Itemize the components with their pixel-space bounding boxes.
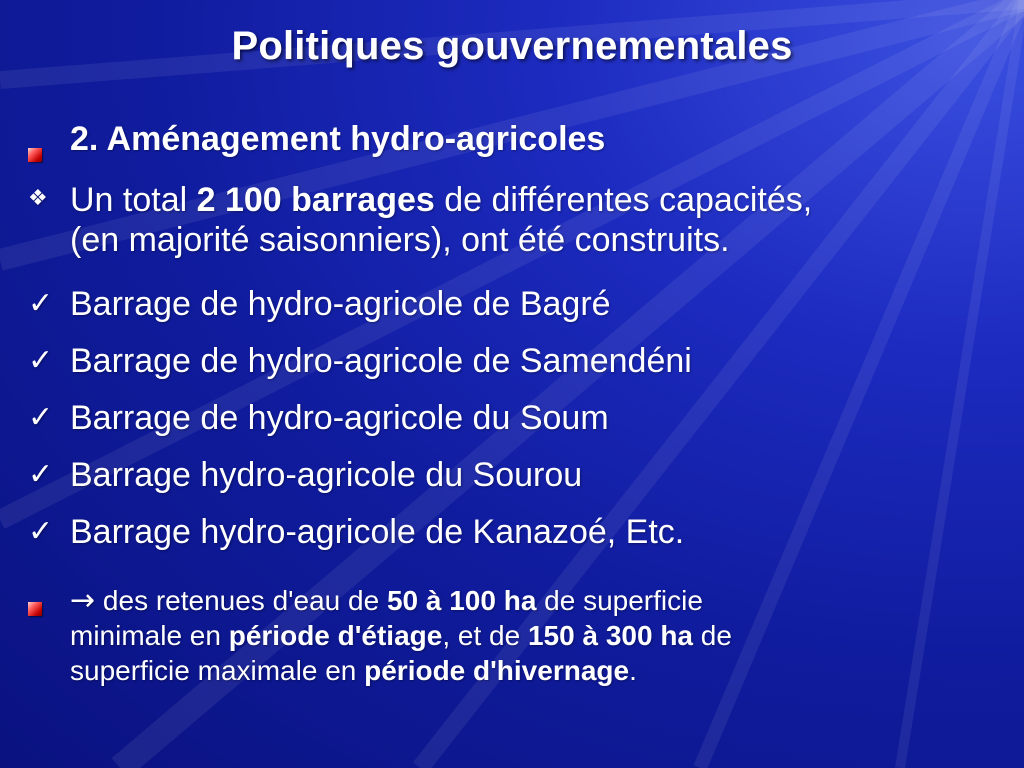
list-item [28,512,970,552]
text: des retenues d'eau de [95,585,387,616]
list-item-text: Barrage hydro-agricole de Kanazoé, Etc. [70,513,685,551]
list-item [28,398,970,438]
list-item-text: Barrage de hydro-agricole de Bagré [70,285,611,323]
text: de différentes capacités, [434,181,813,219]
checkmark-icon: ✓ [28,344,54,377]
paragraph-retenues [70,583,970,688]
text: de superficie [536,585,703,616]
checkmark-icon: ✓ [28,515,54,548]
section-heading [70,119,970,159]
text: , et de [442,620,528,651]
red-square-bullet-icon [28,131,42,171]
list-item-text: Barrage de hydro-agricole de Samendéni [70,342,692,380]
paragraph-barrages [28,180,970,260]
checkmark-icon: ✓ [28,287,54,320]
four-diamonds-bullet-icon: ❖ [28,185,48,210]
checkmark-icon: ✓ [28,458,54,491]
bold-text: 150 à 300 ha [527,620,693,651]
text: minimale en [70,620,229,651]
paragraph-line-2: (en majorité saisonniers), ont été construits. [70,221,730,259]
paragraph-line-1 [70,583,970,618]
checkmark-icon: ✓ [28,401,54,434]
red-square-bullet-icon [28,589,42,624]
bold-text: période d'hivernage [364,655,630,686]
paragraph-line-2 [70,618,970,653]
paragraph-line-3 [70,653,970,688]
text: . [629,655,637,686]
arrow-icon: → [70,583,96,618]
text: superficie maximale en [70,655,365,686]
bold-text: 2 100 barrages [196,181,435,219]
bold-text: 50 à 100 ha [386,585,537,616]
list-item-text: Barrage de hydro-agricole du Soum [70,399,609,437]
paragraph-line-1 [70,180,970,220]
list-item [28,455,970,495]
bold-text: période d'étiage [228,620,443,651]
heading-text: 2. Aménagement hydro-agricoles [70,120,606,158]
slide-title: Politiques gouvernementales [231,24,793,68]
list-item-text: Barrage hydro-agricole du Sourou [70,456,583,494]
text: Un total [70,181,197,219]
text: de [693,620,732,651]
list-item [28,284,970,324]
list-item [28,341,970,381]
